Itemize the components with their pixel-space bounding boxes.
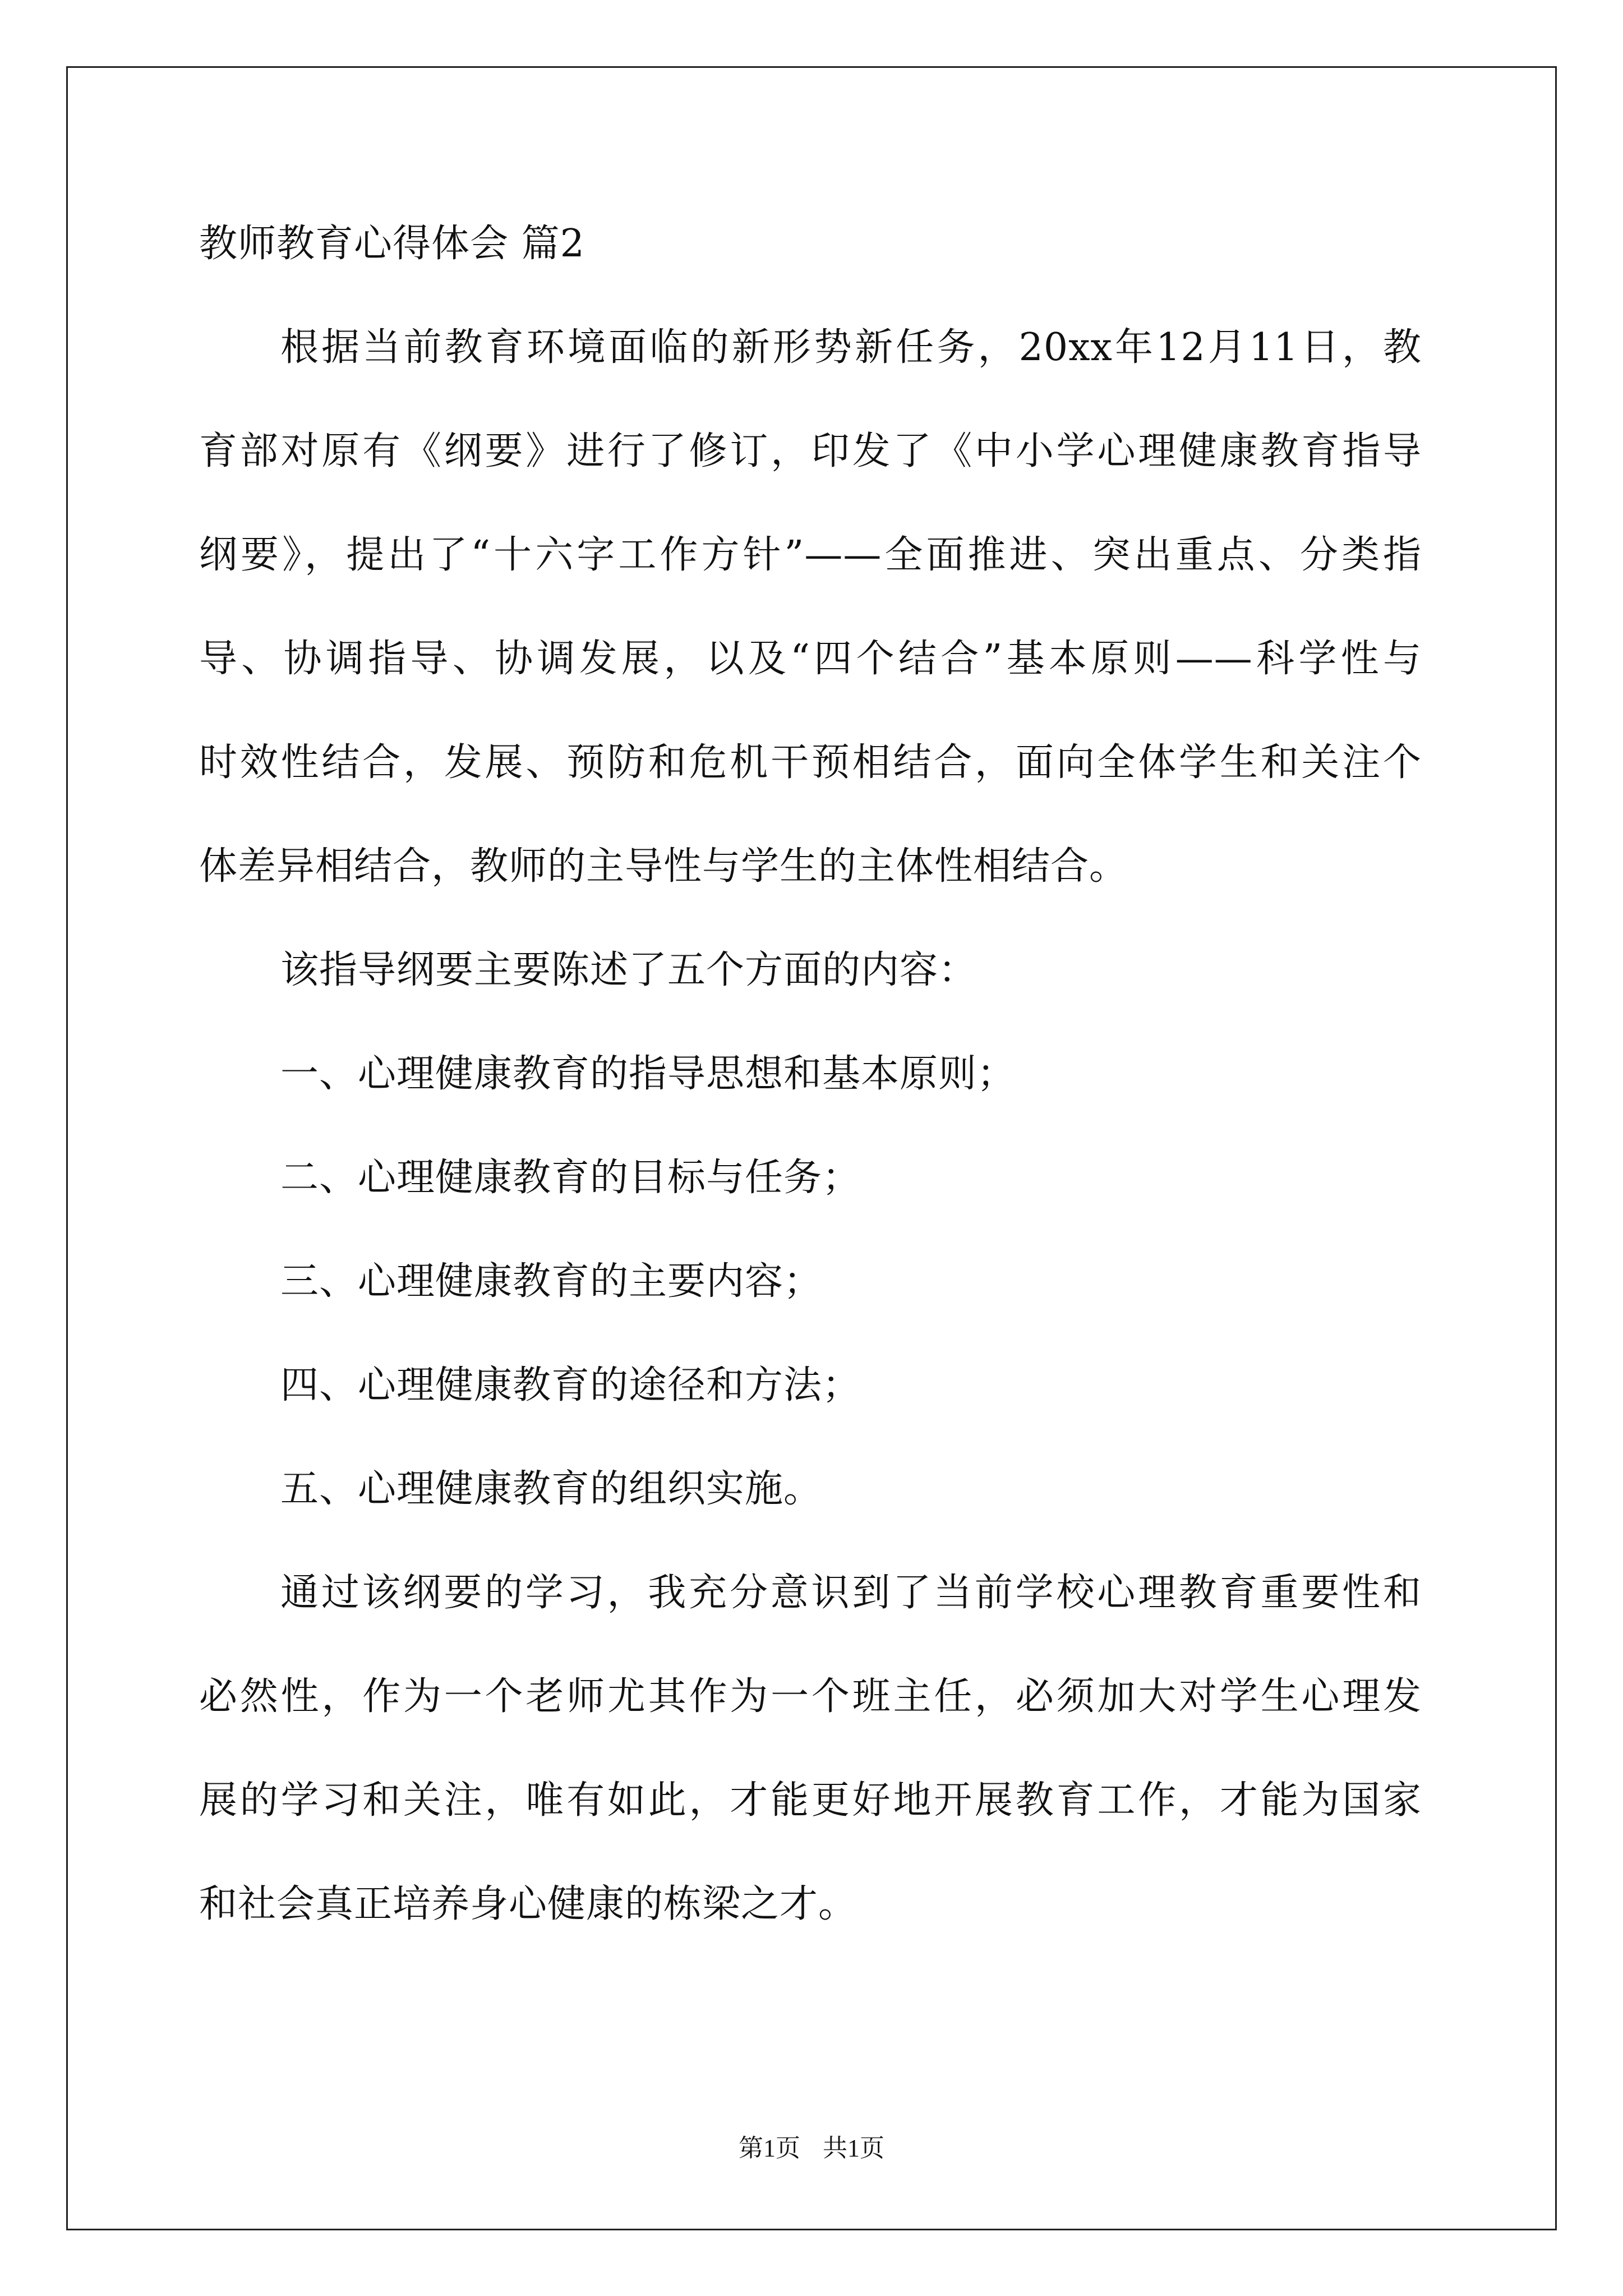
paragraph-line: 导、协调指导、协调发展，以及“四个结合”基本原则——科学性与 xyxy=(199,637,1422,681)
paragraph-line: 纲要》，提出了“十六字工作方针”——全面推进、突出重点、分类指 xyxy=(199,533,1422,577)
page-footer xyxy=(0,2132,1623,2165)
paragraph-line: 必然性，作为一个老师尤其作为一个班主任，必须加大对学生心理发 xyxy=(199,1674,1422,1719)
list-item: 一、心理健康教育的指导思想和基本原则； xyxy=(280,1052,1016,1096)
list-item: 五、心理健康教育的组织实施。 xyxy=(280,1467,823,1511)
paragraph-line: 时效性结合，发展、预防和危机干预相结合，面向全体学生和关注个 xyxy=(199,740,1422,785)
list-item: 四、心理健康教育的途径和方法； xyxy=(280,1363,861,1407)
page-total: 共1页 xyxy=(823,2134,884,2162)
document-heading: 教师教育心得体会 篇2 xyxy=(199,222,585,266)
page-number: 第1页 xyxy=(739,2134,800,2162)
paragraph-line: 根据当前教育环境面临的新形势新任务，20xx年12月11日，教 xyxy=(280,325,1422,370)
list-item: 二、心理健康教育的目标与任务； xyxy=(280,1156,861,1200)
list-item: 三、心理健康教育的主要内容； xyxy=(280,1259,823,1304)
paragraph-line: 和社会真正培养身心健康的栋梁之才。 xyxy=(199,1882,857,1926)
paragraph-line: 通过该纲要的学习，我充分意识到了当前学校心理教育重要性和 xyxy=(280,1571,1422,1615)
paragraph-line: 展的学习和关注，唯有如此，才能更好地开展教育工作，才能为国家 xyxy=(199,1778,1422,1823)
paragraph-line: 该指导纲要主要陈述了五个方面的内容： xyxy=(280,948,978,992)
paragraph-line: 育部对原有《纲要》进行了修订，印发了《中小学心理健康教育指导 xyxy=(199,429,1422,473)
paragraph-line: 体差异相结合，教师的主导性与学生的主体性相结合。 xyxy=(199,844,1128,889)
